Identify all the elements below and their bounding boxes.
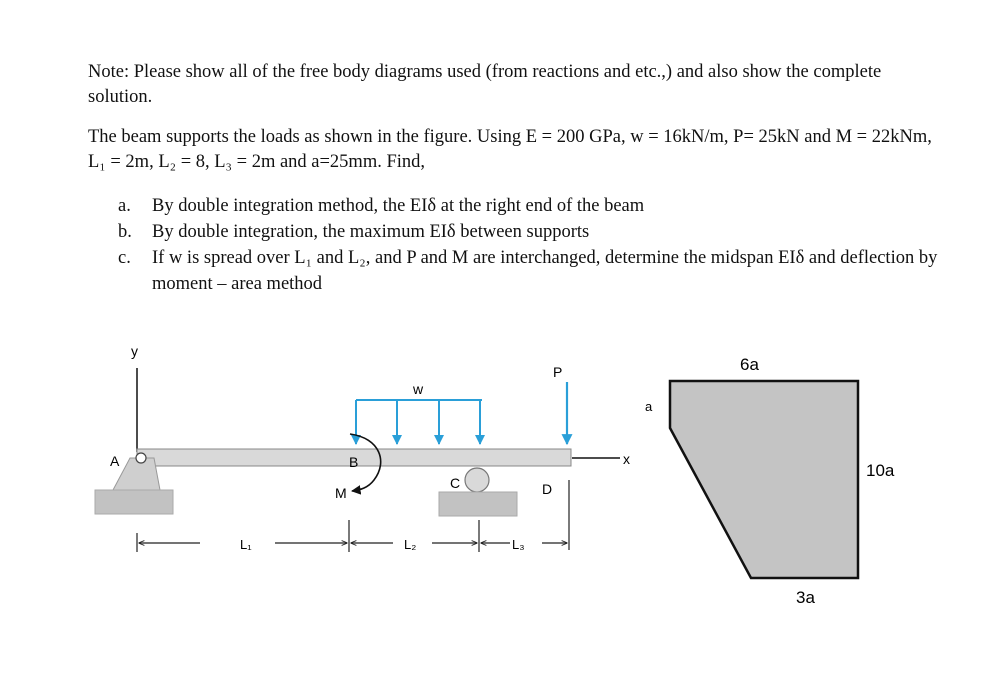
question-c-text: If w is spread over L₁ and L₂, and P and M are interchanged, determine the midspan EIδ and deflection by moment – area method: [152, 248, 938, 294]
question-a-marker: a.: [118, 196, 131, 216]
beam-diagram: [95, 343, 630, 552]
label-a: A: [110, 453, 120, 469]
label-w: w: [413, 381, 424, 397]
label-l2: L₂: [404, 537, 417, 552]
roller-icon: [465, 468, 489, 492]
x-axis-label: x: [623, 451, 630, 467]
pin-icon: [136, 453, 146, 463]
label-side: a: [645, 399, 653, 414]
question-b-marker: b.: [118, 222, 132, 242]
question-b-text: By double integration, the maximum EIδ between supports: [152, 222, 590, 242]
ground-block-icon: [95, 490, 173, 514]
question-c-marker: c.: [118, 248, 131, 268]
problem-statement: The beam supports the loads as shown in the figure. Using E = 200 GPa, w = 16kN/m, P= 25kN and M = 22kNm, L₁ = 2m, L₂ = 8, L₃ = 2m and a=25mm. Find,: [88, 127, 932, 172]
label-bottom-width: 3a: [796, 588, 815, 607]
note-text: Note: Please show all of the free body diagrams used (from reactions and etc.,) and also show the complete solution.: [88, 62, 882, 107]
ground-block-icon: [439, 492, 517, 516]
label-b: B: [349, 454, 359, 470]
y-axis-label: y: [131, 343, 138, 359]
distributed-load: [356, 400, 482, 444]
label-m: M: [335, 485, 347, 501]
question-a-text: By double integration method, the EIδ at the right end of the beam: [152, 196, 645, 216]
label-top-width: 6a: [740, 355, 759, 374]
section-shape: [670, 381, 858, 578]
cross-section: [645, 355, 895, 607]
label-c: C: [450, 475, 461, 491]
label-p: P: [553, 364, 563, 380]
dimension-lines: [137, 520, 567, 552]
label-l3: L₃: [512, 537, 525, 552]
label-height: 10a: [866, 461, 895, 480]
label-l1: L₁: [240, 537, 252, 552]
label-d: D: [542, 481, 553, 497]
